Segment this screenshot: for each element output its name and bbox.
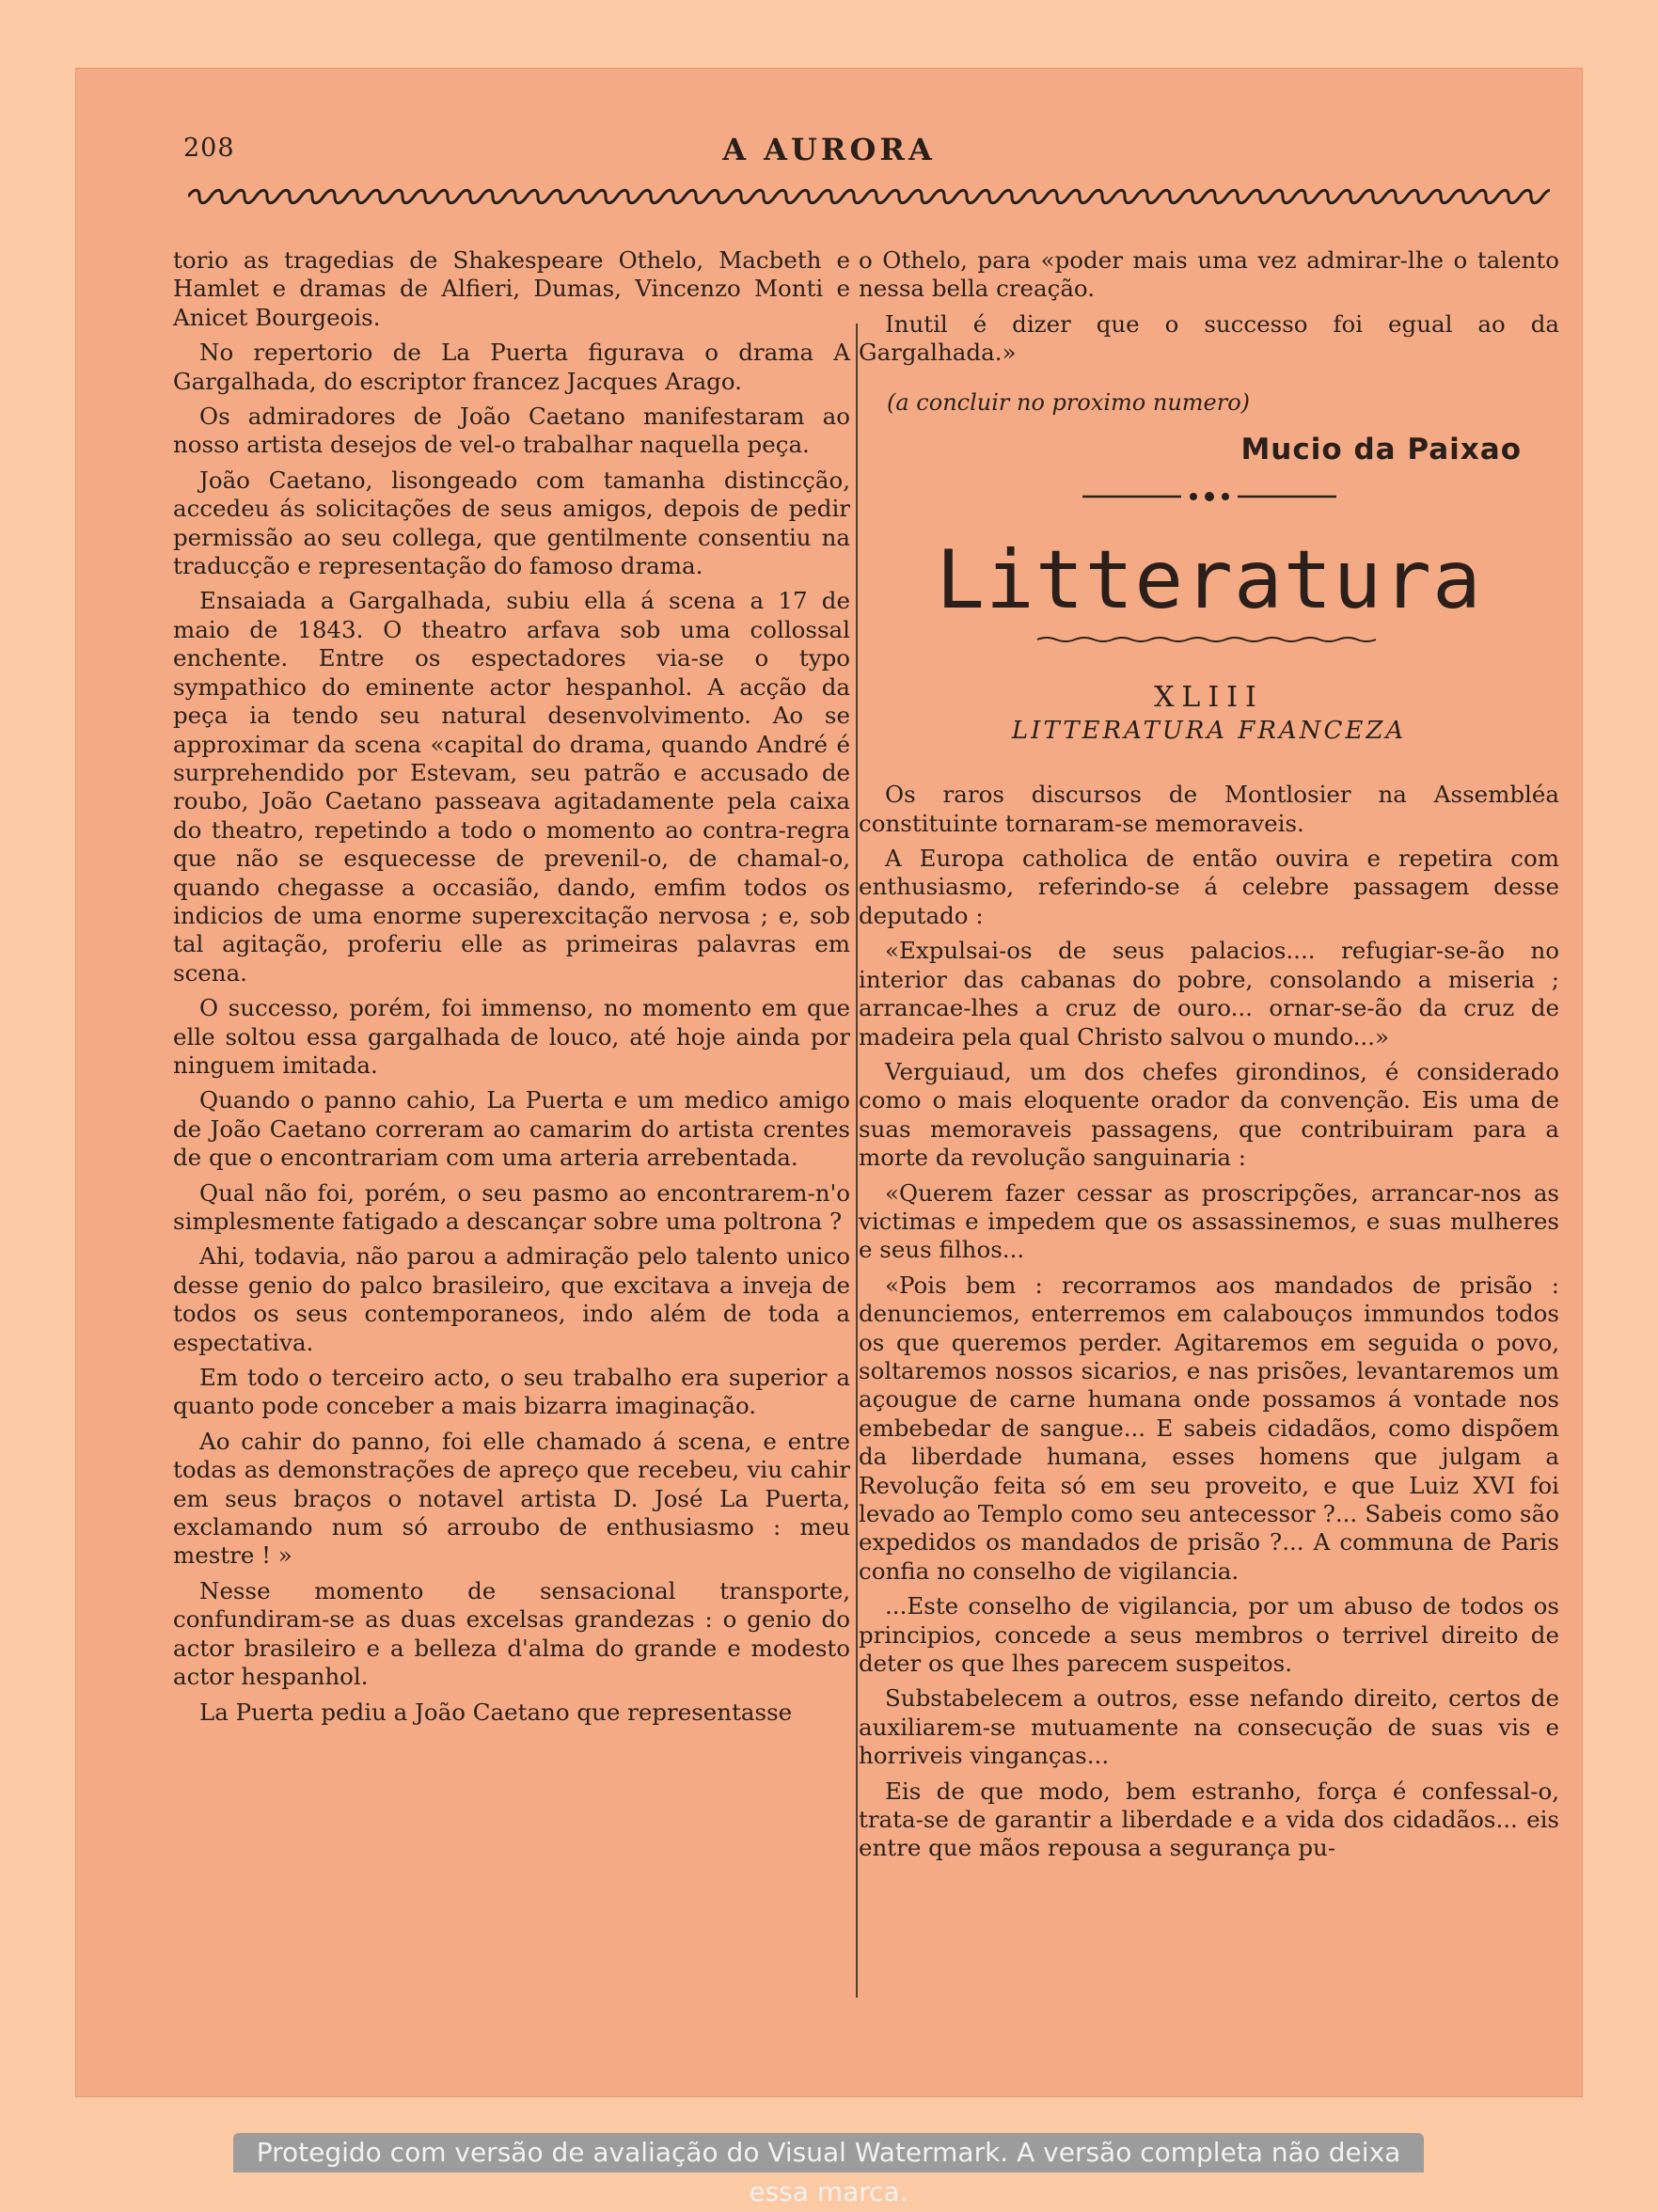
paragraph: Substabelecem a outros, esse nefando direito, certos de auxiliarem-se mutuamente na consecução de suas vis e horriveis vinganças... — [859, 1684, 1559, 1770]
right-column-continuation — [859, 246, 1559, 368]
paragraph: La Puerta pediu a João Caetano que representasse — [199, 1698, 793, 1726]
heading-underline-ornament — [859, 635, 1559, 644]
paragraph: Verguiaud, um dos chefes girondinos, é considerado como o mais eloquente orador da convenção. Eis uma de suas memoraveis passagens, que contribuiram para a morte da revolução sanguinaria : — [859, 1057, 1559, 1172]
paragraph: Os admiradores de João Caetano manifestaram ao nosso artista desejos de vel-o trabalhar naquella peça. — [173, 403, 850, 459]
right-column — [859, 246, 1559, 1870]
paragraph: No repertorio de La Puerta figurava o drama A Gargalhada, do escriptor francez Jacques Arago. — [173, 339, 850, 395]
paragraph: Quando o panno cahio, La Puerta e um medico amigo de João Caetano correram ao camarim do artista crentes de que o encontrariam com uma arteria arrebentada. — [173, 1086, 850, 1172]
paragraph: João Caetano, lisongeado com tamanha distincção, accedeu ás solicitações de seus amigos, depois de pedir permissão ao seu collega, que gentilmente consentiu na traducção e representação do famoso drama. — [173, 466, 850, 580]
right-column-body — [859, 781, 1559, 1863]
continued-note: (a concluir no proximo numero) — [887, 388, 1251, 416]
paragraph: Ao cahir do panno, foi elle chamado á scena, e entre todas as demonstrações de apreço que recebeu, viu cahir em seus braços o notavel artista D. José La Puerta, exclamando num só arroubo de enthusiasmo : meu mestre ! » — [173, 1427, 850, 1570]
paragraph: «Expulsai-os de seus palacios.... refugiar-se-ão no interior das cabanas do pobre, consolando a miseria ; arrancae-lhes a cruz de ouro... ornar-se-ão da cruz de madeira pela qual Christo salvou o mundo...» — [859, 937, 1559, 1051]
paragraph: Eis de que modo, bem estranho, força é confessal-o, trata-se de garantir a liberdade e a vida dos cidadãos... eis entre que mãos repousa a segurança pu- — [859, 1777, 1559, 1862]
paragraph: Os raros discursos de Montlosier na Assembléa constituinte tornaram-se memoraveis. — [859, 781, 1559, 837]
page-number: 208 — [183, 134, 235, 163]
running-head: A AURORA — [722, 132, 936, 167]
paragraph: «Pois bem : recorramos aos mandados de prisão : denunciemos, enterremos em calabouços immundos todos os que queremos perder. Agitaremos em seguida o povo, soltaremos nossos sicarios, e nas prisões, levantaremos um açougue de carne humana onde possamos á vontade nos embebedar de sangue... E sabeis cidadãos, como dispõem da liberdade humana, esses homens que julgam a Revolução feita só em seu proveito, e que Luiz XVI foi levado ao Templo como seu antecessor ?... Sabeis como são expedidos os mandados de prisão ?... A communa de Paris confia no conselho de vigilancia. — [859, 1271, 1559, 1585]
paragraph: O successo, porém, foi immenso, no momento em que elle soltou essa gargalhada de louco, até hoje ainda por ninguem imitada. — [173, 994, 850, 1079]
left-column — [173, 246, 850, 1733]
paragraph: Nesse momento de sensacional transporte, confundiram-se as duas excelsas grandezas : o genio do actor brasileiro e a belleza d'alma do grande e modesto actor hespanhol. — [173, 1576, 850, 1691]
section-heading: Litteratura — [936, 533, 1482, 628]
paragraph: Ahi, todavia, não parou a admiração pelo talento unico desse genio do palco brasileiro, que excitava a inveja de todos os seus contemporaneos, indo além de toda a espectativa. — [173, 1242, 850, 1356]
paragraph: Inutil é dizer que o successo foi egual ao da Gargalhada.» — [859, 309, 1559, 367]
watermark-notice: Protegido com versão de avaliação do Visual Watermark. A versão completa não deixa essa marca. — [233, 2133, 1424, 2172]
paragraph: Em todo o terceiro acto, o seu trabalho era superior a quanto pode conceber a mais bizarra imaginação. — [173, 1364, 850, 1420]
section-subheading: LITTERATURA FRANCEZA — [1011, 716, 1407, 745]
paragraph: Ensaiada a Gargalhada, subiu ella á scena a 17 de maio de 1843. O theatro arfava sob uma collossal enchente. Entre os espectadores via-se o typo sympathico do eminente actor hespanhol. A acção da peça ia tendo seu natural desenvolvimento. Ao se approximar da scena «capital do drama, quando André é surprehendido por Estevam, seu patrão e accusado de roubo, João Caetano passeava agitadamente pela caixa do theatro, repetindo a todo o momento ao contra-regra que não se esquecesse de prevenil-o, de chamal-o, quando chegasse a occasião, dando, emfim todos os indicios de uma enorme superexcitação nervosa ; e, sob tal agitação, proferiu elle as primeiras palavras em scena. — [173, 587, 850, 987]
paragraph: torio as tragedias de Shakespeare Othelo, Macbeth e Hamlet e dramas de Alfieri, Dumas, Vincenzo Monti e Anicet Bourgeois. — [173, 246, 850, 331]
ornamental-wave-rule — [188, 186, 1550, 207]
author-signature: Mucio da Paixao — [1240, 433, 1522, 467]
column-divider — [856, 324, 858, 1998]
paragraph: o Othelo, para «poder mais uma vez admirar-lhe o talento nessa bella creação. — [859, 246, 1559, 303]
separator-ornament — [1082, 490, 1336, 503]
section-number: XLIII — [1154, 681, 1264, 715]
paragraph: ...Este conselho de vigilancia, por um abuso de todos os principios, concede a seus membros o terrivel direito de deter os que lhes parecem suspeitos. — [859, 1592, 1559, 1678]
paragraph: A Europa catholica de então ouvira e repetira com enthusiasmo, referindo-se á celebre passagem desse deputado : — [859, 845, 1559, 929]
paragraph: «Querem fazer cessar as proscripções, arrancar-nos as victimas e impedem que os assassinemos, e suas mulheres e seus filhos... — [859, 1178, 1559, 1264]
paragraph: Qual não foi, porém, o seu pasmo ao encontrarem-n'o simplesmente fatigado a descançar sobre uma poltrona ? — [173, 1178, 850, 1235]
